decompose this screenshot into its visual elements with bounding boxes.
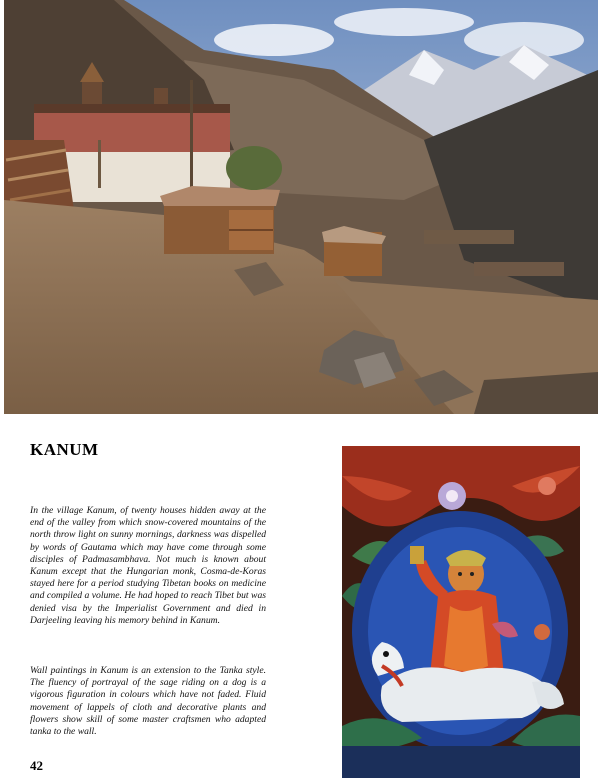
page-number: 42 bbox=[30, 758, 43, 773]
body-paragraph-1: In the village Kanum, of twenty houses hidden away at the end of the valley from which snow-covered mountains of the north throw light on sunny mornings, darkness was dispelled by words of Gautama which may have come through some disciples of Padmasambhava. Not much is known about Kanum except that the Hungarian monk, Cosma-de-Koras stayed here for a period studying Tibetan books on medicine and compiled a volume. He had hoped to reach Tibet but was denied visa by the Imperialist Government and died in Darjeeling leaving his memory behind in Kanum. bbox=[30, 505, 266, 626]
section-title: KANUM bbox=[30, 440, 99, 459]
wall-painting-image bbox=[342, 446, 580, 778]
body-paragraph-2: Wall paintings in Kanum is an extension to the Tanka style. The fluency of portrayal of the sage riding on a dog is a vigorous figuration in colours which have not faded. Fluid movement of lappels of cloth and decorative plants and flowers show skill of some master craftsmen who adapted tanka to the wall. bbox=[30, 665, 266, 738]
village-landscape-photo bbox=[4, 0, 598, 414]
